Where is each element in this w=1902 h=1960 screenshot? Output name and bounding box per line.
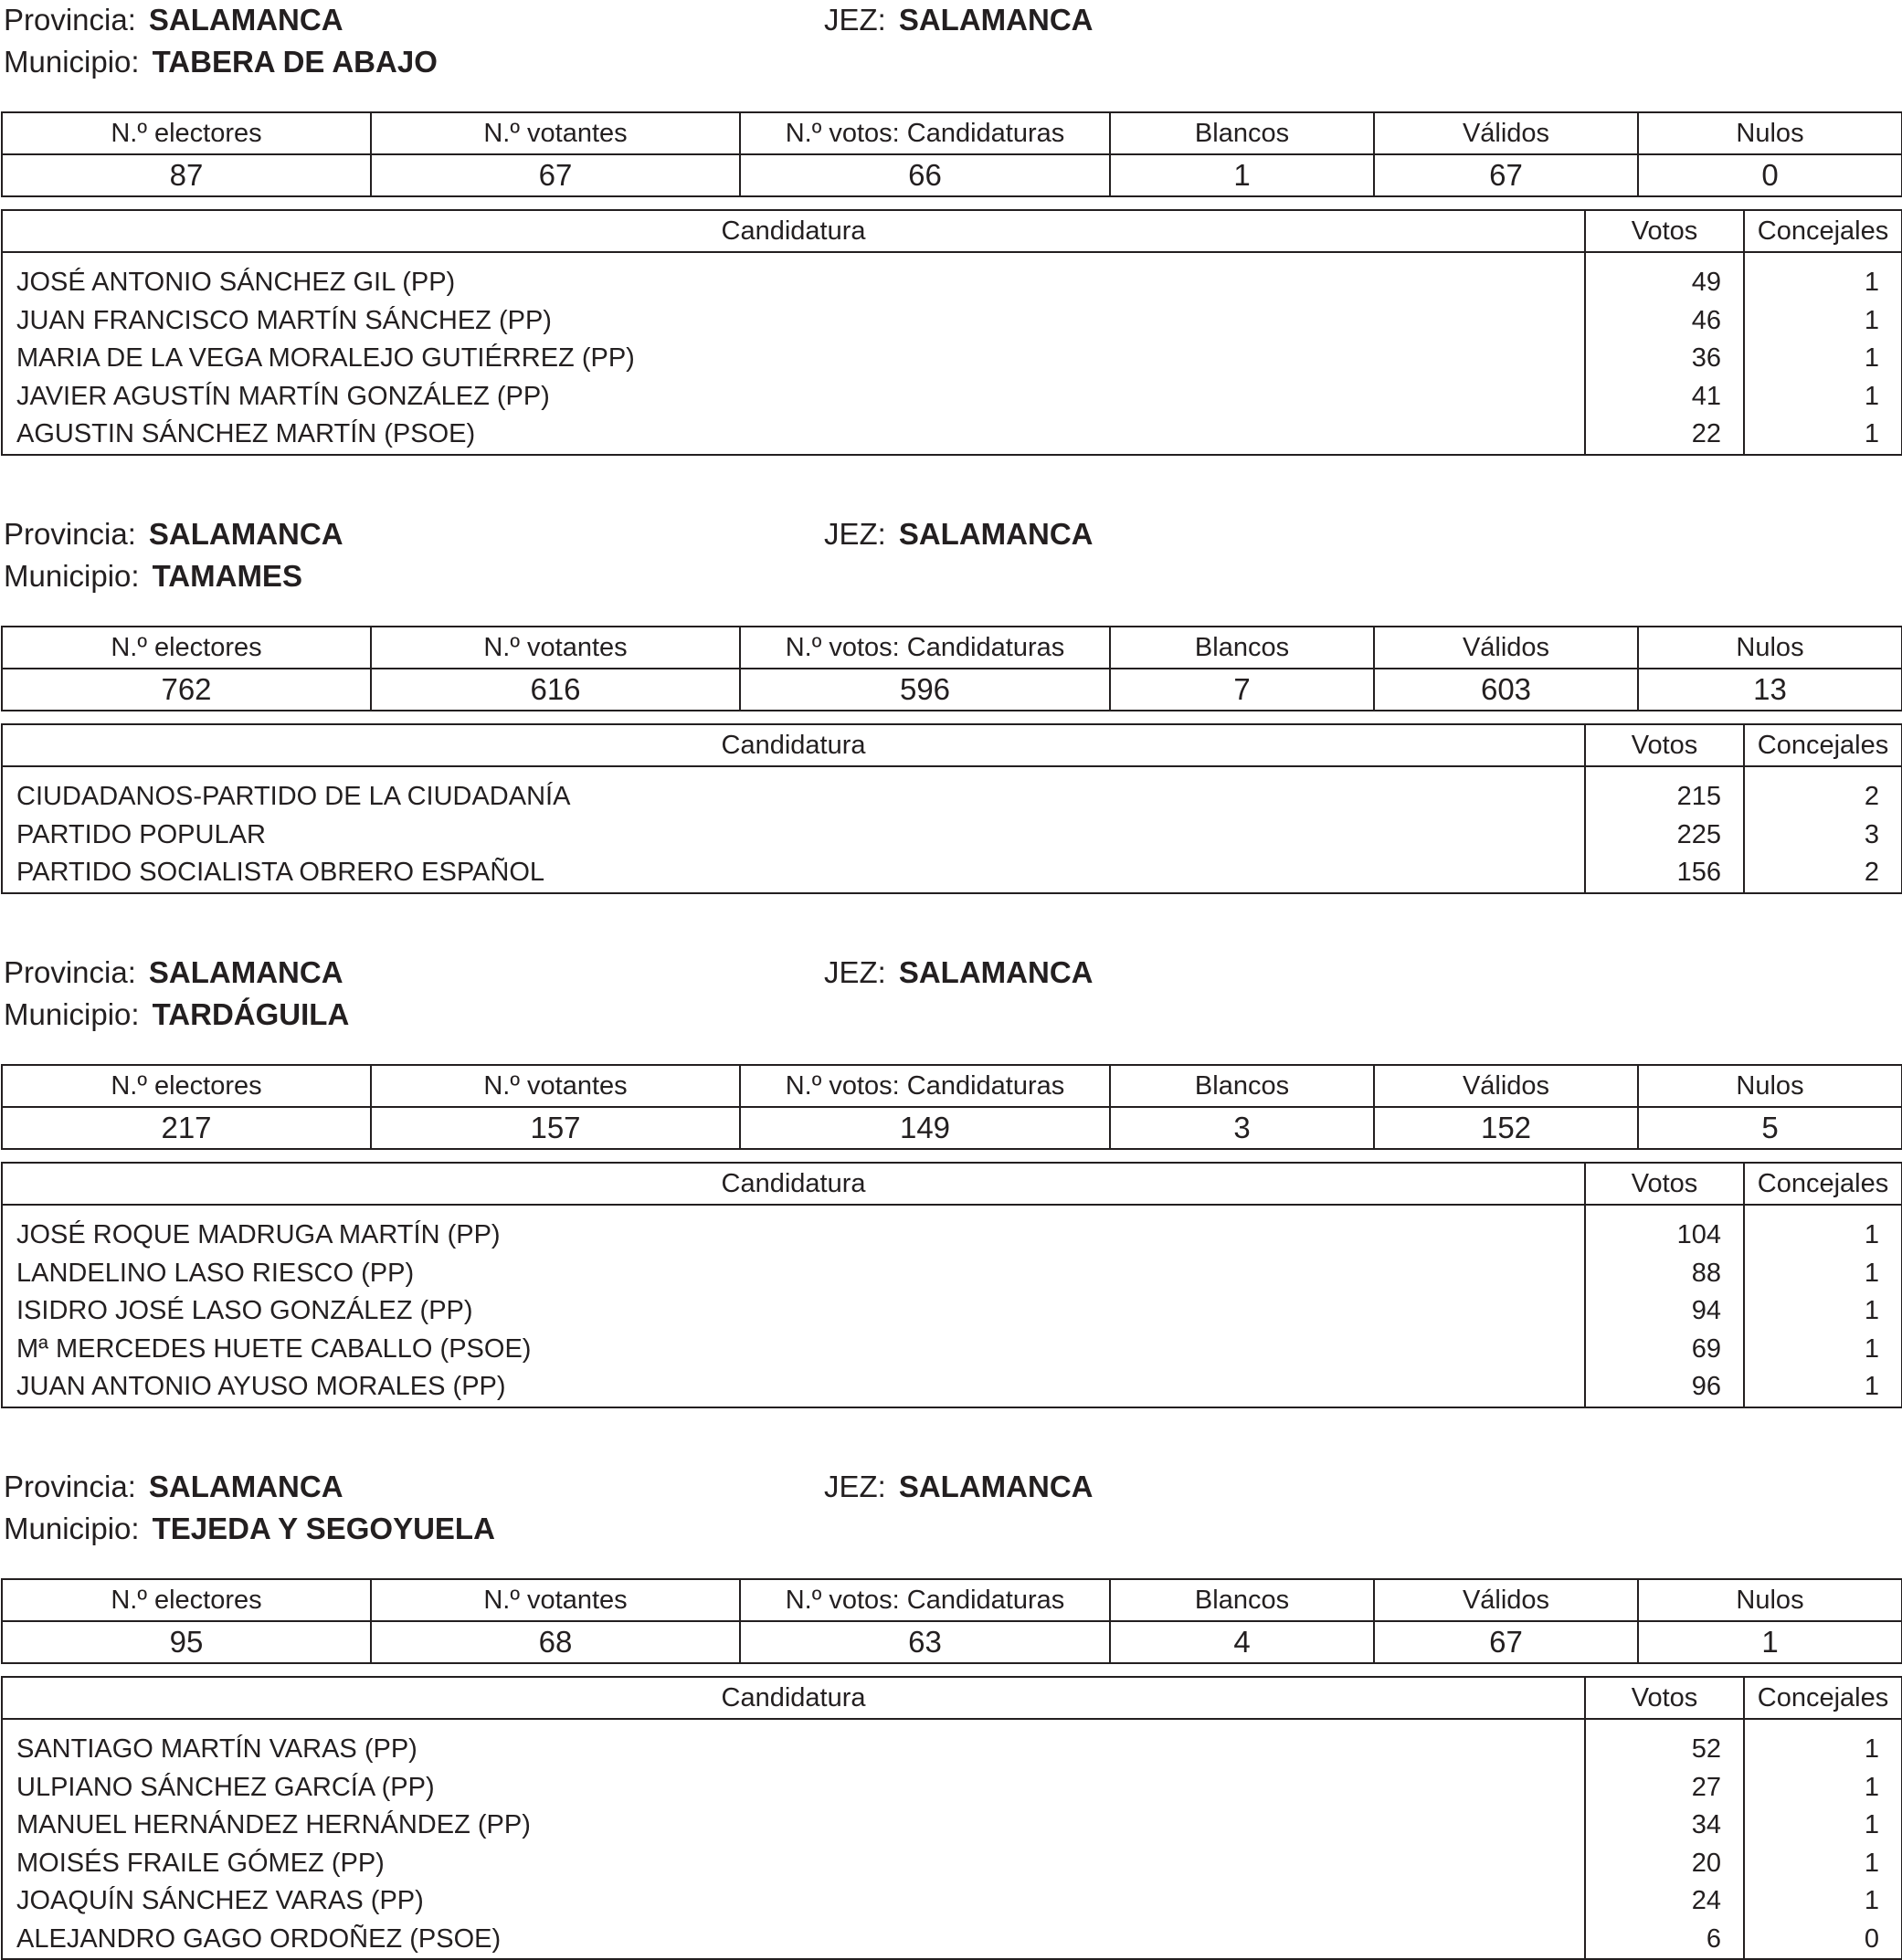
votantes-value: 616 [371,669,740,711]
municipio-row [4,44,438,80]
candidatura-votos: 41 [1691,381,1721,411]
validos-value: 152 [1374,1107,1638,1149]
candidatura-concejales: 1 [1864,343,1879,373]
candidatura-name: ISIDRO JOSÉ LASO GONZÁLEZ (PP) [16,1296,473,1325]
provincia-value: SALAMANCA [148,3,343,37]
candidatura-name: AGUSTIN SÁNCHEZ MARTÍN (PSOE) [16,419,476,448]
candidatura-concejales: 2 [1864,782,1879,811]
jez-value: SALAMANCA [898,1470,1094,1503]
provincia-row [4,2,343,38]
validos-value: 603 [1374,669,1638,711]
candidatura-header: Candidatura [2,210,1585,252]
candidatura-votos: 34 [1691,1810,1721,1839]
candidatura-concejales: 1 [1864,305,1879,335]
stats-table [1,111,1902,197]
candidatura-concejales: 1 [1864,419,1879,448]
jez-label: JEZ: [824,517,886,551]
candidatura-votos: 22 [1691,419,1721,448]
provincia-label: Provincia: [4,3,136,37]
blancos-header: Blancos [1110,1579,1374,1621]
provincia-label: Provincia: [4,1470,136,1503]
candidatura-names-column [2,252,1585,454]
candidatura-votos: 52 [1691,1734,1721,1764]
jez-value: SALAMANCA [898,3,1094,37]
provincia-value: SALAMANCA [148,1470,343,1503]
votos-column [1585,766,1744,892]
stats-table [1,1064,1902,1150]
electores-value: 95 [2,1621,371,1663]
validos-header: Válidos [1374,1579,1638,1621]
candidatura-concejales: 1 [1864,1333,1879,1364]
candidatura-name: MOISÉS FRAILE GÓMEZ (PP) [16,1848,385,1878]
candidatura-votos: 225 [1676,819,1721,849]
candidatura-names-column [2,766,1585,892]
votantes-header: N.º votantes [371,1579,740,1621]
candidatura-name: LANDELINO LASO RIESCO (PP) [16,1258,415,1288]
candidatura-concejales: 3 [1864,819,1879,849]
provincia-row [4,516,343,553]
validos-header: Válidos [1374,627,1638,669]
votos-candidaturas-value: 66 [740,154,1110,196]
candidatura-votos: 94 [1691,1296,1721,1325]
nulos-header: Nulos [1638,627,1902,669]
votantes-header: N.º votantes [371,1065,740,1107]
votos-candidaturas-header: N.º votos: Candidaturas [740,112,1110,154]
votantes-value: 157 [371,1107,740,1149]
jez-label: JEZ: [824,955,886,989]
candidatura-votos: 20 [1691,1848,1721,1878]
electores-header: N.º electores [2,627,371,669]
candidatura-votos: 104 [1676,1220,1721,1249]
jez-value: SALAMANCA [898,517,1094,551]
validos-header: Válidos [1374,112,1638,154]
candidatura-header: Candidatura [2,724,1585,766]
votantes-header: N.º votantes [371,627,740,669]
provincia-label: Provincia: [4,955,136,989]
votos-candidaturas-header: N.º votos: Candidaturas [740,1065,1110,1107]
candidatura-name: SANTIAGO MARTÍN VARAS (PP) [16,1734,417,1764]
candidatura-votos: 24 [1691,1886,1721,1915]
votos-column [1585,252,1744,454]
validos-header: Válidos [1374,1065,1638,1107]
jez-row [824,1469,1094,1505]
jez-row [824,516,1094,553]
municipio-value: TEJEDA Y SEGOYUELA [152,1512,495,1545]
votos-candidaturas-value: 149 [740,1107,1110,1149]
votos-header: Votos [1585,1677,1744,1719]
candidatura-votos: 36 [1691,343,1721,373]
municipio-row [4,996,349,1033]
provincia-row [4,1469,343,1505]
candidatura-concejales: 0 [1864,1923,1879,1954]
concejales-header: Concejales [1744,210,1902,252]
votos-header: Votos [1585,210,1744,252]
electores-header: N.º electores [2,1065,371,1107]
jez-label: JEZ: [824,3,886,37]
candidatura-votos: 46 [1691,305,1721,335]
candidatura-name: JOSÉ ANTONIO SÁNCHEZ GIL (PP) [16,268,456,297]
candidatura-header: Candidatura [2,1677,1585,1719]
candidatura-name: Mª MERCEDES HUETE CABALLO (PSOE) [16,1333,532,1364]
electores-header: N.º electores [2,112,371,154]
blancos-value: 4 [1110,1621,1374,1663]
candidaturas-table [1,1676,1902,1960]
votos-candidaturas-header: N.º votos: Candidaturas [740,1579,1110,1621]
provincia-value: SALAMANCA [148,517,343,551]
stats-table [1,626,1902,711]
nulos-header: Nulos [1638,1579,1902,1621]
votantes-value: 67 [371,154,740,196]
municipio-value: TARDÁGUILA [152,997,350,1031]
blancos-value: 3 [1110,1107,1374,1149]
electores-value: 87 [2,154,371,196]
validos-value: 67 [1374,154,1638,196]
candidatura-concejales: 1 [1864,1886,1879,1915]
candidatura-concejales: 1 [1864,1258,1879,1288]
nulos-value: 0 [1638,154,1902,196]
candidatura-name: JUAN FRANCISCO MARTÍN SÁNCHEZ (PP) [16,305,552,335]
candidatura-name: MANUEL HERNÁNDEZ HERNÁNDEZ (PP) [16,1810,531,1839]
candidaturas-table [1,1162,1902,1408]
candidatura-votos: 6 [1706,1923,1721,1954]
candidatura-concejales: 1 [1864,1372,1879,1401]
candidatura-concejales: 1 [1864,1810,1879,1839]
municipio-label: Municipio: [4,997,140,1031]
votos-column [1585,1719,1744,1958]
candidatura-name: JOSÉ ROQUE MADRUGA MARTÍN (PP) [16,1220,501,1249]
votantes-header: N.º votantes [371,112,740,154]
provincia-value: SALAMANCA [148,955,343,989]
jez-row [824,2,1094,38]
candidaturas-table [1,209,1902,456]
municipio-label: Municipio: [4,1512,140,1545]
nulos-header: Nulos [1638,112,1902,154]
candidatura-names-column [2,1719,1585,1958]
candidatura-votos: 88 [1691,1258,1721,1288]
validos-value: 67 [1374,1621,1638,1663]
votantes-value: 68 [371,1621,740,1663]
nulos-value: 5 [1638,1107,1902,1149]
blancos-header: Blancos [1110,112,1374,154]
candidatura-concejales: 1 [1864,1772,1879,1802]
candidatura-names-column [2,1205,1585,1407]
candidatura-votos: 49 [1691,268,1721,297]
candidatura-concejales: 1 [1864,1848,1879,1878]
jez-value: SALAMANCA [898,955,1094,989]
concejales-column [1744,766,1902,892]
concejales-column [1744,1719,1902,1958]
candidatura-concejales: 1 [1864,1734,1879,1764]
blancos-header: Blancos [1110,1065,1374,1107]
votos-candidaturas-value: 63 [740,1621,1110,1663]
municipio-label: Municipio: [4,559,140,593]
concejales-column [1744,252,1902,454]
votos-header: Votos [1585,1163,1744,1205]
municipio-label: Municipio: [4,45,140,79]
candidatura-concejales: 1 [1864,381,1879,411]
municipio-row [4,558,302,595]
nulos-header: Nulos [1638,1065,1902,1107]
votos-candidaturas-value: 596 [740,669,1110,711]
candidatura-votos: 215 [1676,782,1721,811]
candidatura-concejales: 1 [1864,1296,1879,1325]
nulos-value: 1 [1638,1621,1902,1663]
concejales-header: Concejales [1744,1163,1902,1205]
electores-value: 762 [2,669,371,711]
candidatura-votos: 27 [1691,1772,1721,1802]
provincia-row [4,954,343,991]
candidatura-votos: 156 [1676,858,1721,887]
provincia-label: Provincia: [4,517,136,551]
candidatura-name: MARIA DE LA VEGA MORALEJO GUTIÉRREZ (PP) [16,343,635,373]
candidatura-name: JUAN ANTONIO AYUSO MORALES (PP) [16,1372,506,1401]
candidatura-header: Candidatura [2,1163,1585,1205]
candidatura-concejales: 2 [1864,858,1879,887]
candidatura-votos: 69 [1691,1333,1721,1364]
concejales-header: Concejales [1744,724,1902,766]
municipio-value: TABERA DE ABAJO [152,45,438,79]
candidatura-name: CIUDADANOS-PARTIDO DE LA CIUDADANÍA [16,782,571,811]
votos-candidaturas-header: N.º votos: Candidaturas [740,627,1110,669]
candidatura-name: JAVIER AGUSTÍN MARTÍN GONZÁLEZ (PP) [16,381,550,411]
candidatura-name: PARTIDO SOCIALISTA OBRERO ESPAÑOL [16,858,545,887]
municipio-row [4,1511,495,1547]
candidatura-concejales: 1 [1864,268,1879,297]
nulos-value: 13 [1638,669,1902,711]
concejales-column [1744,1205,1902,1407]
electores-value: 217 [2,1107,371,1149]
candidatura-votos: 96 [1691,1372,1721,1401]
votos-column [1585,1205,1744,1407]
candidatura-name: PARTIDO POPULAR [16,819,266,849]
jez-label: JEZ: [824,1470,886,1503]
candidatura-name: ULPIANO SÁNCHEZ GARCÍA (PP) [16,1772,435,1802]
concejales-header: Concejales [1744,1677,1902,1719]
jez-row [824,954,1094,991]
candidatura-concejales: 1 [1864,1220,1879,1249]
blancos-value: 1 [1110,154,1374,196]
votos-header: Votos [1585,724,1744,766]
candidaturas-table [1,723,1902,894]
candidatura-name: ALEJANDRO GAGO ORDOÑEZ (PSOE) [16,1923,502,1954]
candidatura-name: JOAQUÍN SÁNCHEZ VARAS (PP) [16,1886,424,1915]
municipio-value: TAMAMES [152,559,302,593]
blancos-header: Blancos [1110,627,1374,669]
electores-header: N.º electores [2,1579,371,1621]
stats-table [1,1578,1902,1664]
blancos-value: 7 [1110,669,1374,711]
